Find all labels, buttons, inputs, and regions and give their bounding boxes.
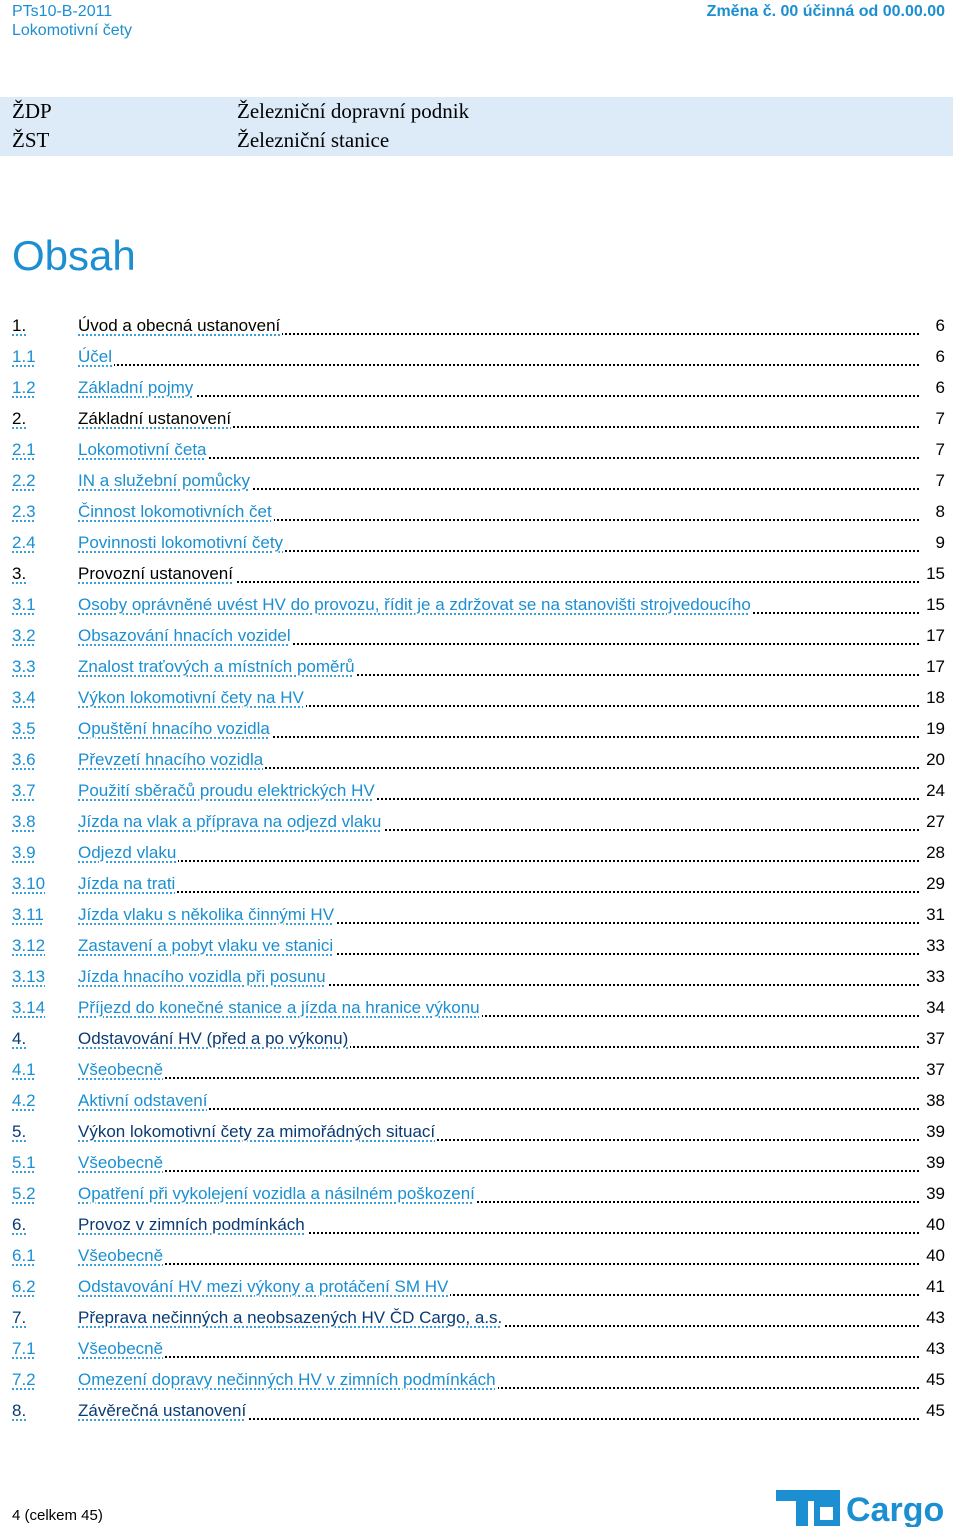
- toc-entry-label-text: Základní pojmy: [78, 378, 194, 397]
- toc-leader-dots: [78, 1058, 919, 1079]
- toc-entry-number: 3.8: [12, 812, 36, 831]
- toc-entry-page: 37: [923, 1058, 945, 1082]
- abbreviation: ŽDP: [12, 99, 52, 123]
- toc-leader-dots: [78, 376, 919, 397]
- toc-entry-number: 3.9: [12, 843, 36, 862]
- toc-entry-number: 6.1: [12, 1246, 36, 1265]
- toc-entry-label-text: Jízda hnacího vozidla při posunu: [78, 967, 326, 986]
- toc-entry-label-text: Všeobecně: [78, 1246, 164, 1265]
- toc-entry-label-text: Opatření při vykolejení vozidla a násilném poškození: [78, 1184, 475, 1203]
- toc-entry-label: [78, 1306, 504, 1330]
- toc-entry-label: [78, 1027, 350, 1051]
- toc-entry-label: [78, 1182, 477, 1206]
- abbreviation-table: [0, 97, 953, 156]
- toc-entry-page: 15: [923, 593, 945, 617]
- toc-entry-number: 3.7: [12, 781, 36, 800]
- toc-entry-label-text: Provozní ustanovení: [78, 564, 233, 583]
- toc-entry-page: 19: [923, 717, 945, 741]
- toc-entry-label: [78, 500, 274, 524]
- toc-entry-page: 29: [923, 872, 945, 896]
- toc-entry[interactable]: [12, 1337, 945, 1368]
- toc-title: Obsah: [12, 232, 136, 279]
- toc-entry[interactable]: [12, 1213, 945, 1244]
- toc-entry-label-text: Převzetí hnacího vozidla: [78, 750, 264, 769]
- abbreviation: ŽST: [12, 128, 50, 152]
- toc-entry-number: 7.1: [12, 1339, 36, 1358]
- toc-entry-label-text: Provoz v zimních podmínkách: [78, 1215, 305, 1234]
- toc-entry-page: 40: [923, 1244, 945, 1268]
- toc-entry-number: 6.2: [12, 1277, 36, 1296]
- toc-entry-label: [78, 841, 178, 865]
- toc-entry-label: [78, 872, 177, 896]
- toc-entry-page: 33: [923, 965, 945, 989]
- toc-entry[interactable]: [12, 1058, 945, 1089]
- toc-entry-page: 43: [923, 1306, 945, 1330]
- toc-entry-label-text: Omezení dopravy nečinných HV v zimních podmínkách: [78, 1370, 496, 1389]
- toc-entry-number: 4.: [12, 1029, 27, 1048]
- toc-entry[interactable]: [12, 376, 945, 407]
- toc-entry-page: 20: [923, 748, 945, 772]
- toc-entry-page: 39: [923, 1120, 945, 1144]
- toc-entry-label-text: Účel: [78, 347, 113, 366]
- toc-entry-page: 7: [933, 407, 945, 431]
- toc-entry-number: 6.: [12, 1215, 27, 1234]
- toc-leader-dots: [78, 1151, 919, 1172]
- cd-logo-icon: [776, 1490, 840, 1526]
- toc-entry-label: [78, 1058, 165, 1082]
- toc-entry[interactable]: [12, 438, 945, 469]
- toc-entry-number: 3.4: [12, 688, 36, 707]
- toc-entry-label: [78, 1275, 450, 1299]
- toc-entry[interactable]: [12, 1275, 945, 1306]
- toc-entry-page: 18: [923, 686, 945, 710]
- toc-entry-label-text: Použití sběračů proudu elektrických HV: [78, 781, 375, 800]
- toc-entry-page: 28: [923, 841, 945, 865]
- toc-entry-number: 3.14: [12, 998, 46, 1017]
- toc-entry[interactable]: [12, 779, 945, 810]
- toc-entry-label: [78, 996, 482, 1020]
- toc-entry-number: 5.: [12, 1122, 27, 1141]
- toc-entry-label: [78, 1244, 165, 1268]
- toc-entry-label: [78, 965, 328, 989]
- toc-entry-label: [78, 810, 383, 834]
- toc-entry-number: 1.1: [12, 347, 36, 366]
- toc-entry-label: [78, 1213, 307, 1237]
- toc-entry-number: 3.6: [12, 750, 36, 769]
- toc-entry[interactable]: [12, 748, 945, 779]
- toc-entry[interactable]: [12, 1120, 945, 1151]
- toc-entry-label: [78, 562, 235, 586]
- toc-leader-dots: [78, 345, 919, 366]
- toc-entry-page: 27: [923, 810, 945, 834]
- toc-entry-label: [78, 779, 377, 803]
- toc-entry-label-text: Osoby oprávněné uvést HV do provozu, řídit je a zdržovat se na stanovišti strojvedoucího: [78, 595, 751, 614]
- toc-entry[interactable]: [12, 996, 945, 1027]
- toc-entry[interactable]: [12, 562, 945, 593]
- toc-entry-number: 3.12: [12, 936, 46, 955]
- toc-entry-label-text: Aktivní odstavení: [78, 1091, 208, 1110]
- toc-entry[interactable]: [12, 1368, 945, 1399]
- toc-entry[interactable]: [12, 1399, 945, 1430]
- toc-entry-label: [78, 531, 285, 555]
- toc-entry-number: 7.2: [12, 1370, 36, 1389]
- toc-entry-label: [78, 624, 293, 648]
- toc-entry[interactable]: [12, 655, 945, 686]
- document-header: [12, 2, 132, 40]
- toc-entry-label-text: Úvod a obecná ustanovení: [78, 316, 281, 335]
- toc-entry-label-text: Lokomotivní četa: [78, 440, 207, 459]
- toc-entry-number: 3.3: [12, 657, 36, 676]
- toc-entry-label-text: Obsazování hnacích vozidel: [78, 626, 291, 645]
- toc-entry-label-text: Odstavování HV mezi výkony a protáčení SM HV: [78, 1277, 449, 1296]
- toc-entry-label: [78, 1089, 209, 1113]
- toc-entry-number: 3.10: [12, 874, 46, 893]
- toc-entry-label-text: Odstavování HV (před a po výkonu): [78, 1029, 349, 1048]
- toc-entry[interactable]: [12, 469, 945, 500]
- toc-entry-number: 3.5: [12, 719, 36, 738]
- change-note: Změna č. 00 účinná od 00.00.00: [706, 3, 945, 20]
- toc-entry-number: 3.1: [12, 595, 36, 614]
- toc-entry-page: 41: [923, 1275, 945, 1299]
- toc-entry[interactable]: [12, 624, 945, 655]
- toc-entry-label-text: Povinnosti lokomotivní čety: [78, 533, 284, 552]
- toc-entry-label: [78, 1337, 165, 1361]
- toc-entry-label-text: Příjezd do konečné stanice a jízda na hranice výkonu: [78, 998, 480, 1017]
- toc-entry-label-text: Všeobecně: [78, 1153, 164, 1172]
- toc-leader-dots: [78, 841, 919, 862]
- toc-entry-label-text: Opuštění hnacího vozidla: [78, 719, 270, 738]
- toc-entry-label: [78, 655, 357, 679]
- toc-entry-page: 38: [923, 1089, 945, 1113]
- toc-entry-number: 5.1: [12, 1153, 36, 1172]
- toc-entry-page: 37: [923, 1027, 945, 1051]
- cd-cargo-logo: [776, 1487, 946, 1527]
- toc-leader-dots: [78, 872, 919, 893]
- toc-entry-number: 8.: [12, 1401, 27, 1420]
- toc-entry-label-text: Jízda na vlak a příprava na odjezd vlaku: [78, 812, 382, 831]
- toc-entry-number: 4.2: [12, 1091, 36, 1110]
- toc-entry[interactable]: [12, 407, 945, 438]
- toc-entry-number: 3.: [12, 564, 27, 583]
- toc-entry-label: [78, 1399, 248, 1423]
- page-number: 4 (celkem 45): [12, 1507, 103, 1524]
- toc-entry[interactable]: [12, 593, 945, 624]
- toc-entry-page: 39: [923, 1182, 945, 1206]
- toc-entry-page: 9: [933, 531, 945, 555]
- toc-entry-page: 45: [923, 1399, 945, 1423]
- toc-entry[interactable]: [12, 314, 945, 345]
- toc-entry-label: [78, 345, 114, 369]
- toc-entry-page: 6: [933, 314, 945, 338]
- toc-entry-label: [78, 376, 195, 400]
- toc-entry-number: 2.3: [12, 502, 36, 521]
- toc-entry-page: 24: [923, 779, 945, 803]
- toc-entry-label-text: Zastavení a pobyt vlaku ve stanici: [78, 936, 334, 955]
- toc-entry-label-text: Základní ustanovení: [78, 409, 232, 428]
- toc-entry[interactable]: [12, 1027, 945, 1058]
- toc-entry-label-text: Výkon lokomotivní čety na HV: [78, 688, 304, 707]
- toc-entry-label: [78, 593, 753, 617]
- toc-entry-label-text: Jízda vlaku s několika činnými HV: [78, 905, 335, 924]
- toc-entry-label-text: Přeprava nečinných a neobsazených HV ČD Cargo, a.s.: [78, 1308, 503, 1327]
- toc-entry-label-text: Všeobecně: [78, 1339, 164, 1358]
- toc-entry-label: [78, 407, 233, 431]
- toc-entry-label: [78, 438, 209, 462]
- toc-entry-page: 43: [923, 1337, 945, 1361]
- toc-entry-label: [78, 903, 336, 927]
- toc-entry-page: 15: [923, 562, 945, 586]
- toc-entry-label-text: Odjezd vlaku: [78, 843, 177, 862]
- toc-entry[interactable]: [12, 1151, 945, 1182]
- toc-entry-page: 6: [933, 345, 945, 369]
- toc-entry-label-text: Jízda na trati: [78, 874, 176, 893]
- toc-entry[interactable]: [12, 872, 945, 903]
- toc-entry-page: 17: [923, 624, 945, 648]
- toc-entry-number: 2.2: [12, 471, 36, 490]
- toc-entry-label-text: Závěrečná ustanovení: [78, 1401, 247, 1420]
- toc-entry-label: [78, 1368, 498, 1392]
- toc-entry-page: 7: [933, 469, 945, 493]
- abbreviation-meaning: Železniční dopravní podnik: [237, 99, 470, 123]
- toc-entry-number: 4.1: [12, 1060, 36, 1079]
- toc-entry-label-text: Všeobecně: [78, 1060, 164, 1079]
- toc-entry-label-text: Znalost traťových a místních poměrů: [78, 657, 355, 676]
- toc-entry-label: [78, 469, 252, 493]
- toc-entry[interactable]: [12, 1306, 945, 1337]
- toc-entry-page: 45: [923, 1368, 945, 1392]
- toc-entry-page: 7: [933, 438, 945, 462]
- toc-entry[interactable]: [12, 934, 945, 965]
- toc-entry[interactable]: [12, 717, 945, 748]
- toc-entry-page: 40: [923, 1213, 945, 1237]
- toc-entry-label: [78, 934, 335, 958]
- toc-entry-number: 3.13: [12, 967, 46, 986]
- document-code: PTs10-B-2011: [12, 3, 113, 20]
- toc-entry-label: [78, 686, 306, 710]
- toc-entry[interactable]: [12, 841, 945, 872]
- logo-text: Cargo: [846, 1491, 945, 1527]
- abbreviation-meaning: Železniční stanice: [237, 128, 390, 152]
- toc-entry-label: [78, 717, 272, 741]
- toc-entry-page: 33: [923, 934, 945, 958]
- toc-entry-label-text: Činnost lokomotivních čet: [78, 502, 272, 521]
- toc-leader-dots: [78, 1337, 919, 1358]
- document-subtitle: Lokomotivní čety: [12, 22, 133, 39]
- toc-entry-label: [78, 1151, 165, 1175]
- toc-entry[interactable]: [12, 531, 945, 562]
- toc-entry-label: [78, 748, 265, 772]
- toc-entry-number: 2.4: [12, 533, 36, 552]
- toc-entry-number: 3.11: [12, 905, 44, 924]
- toc-entry[interactable]: [12, 686, 945, 717]
- toc-entry-number: 5.2: [12, 1184, 36, 1203]
- toc-entry-number: 7.: [12, 1308, 27, 1327]
- toc-entry-number: 3.2: [12, 626, 36, 645]
- toc-entry-number: 1.2: [12, 378, 36, 397]
- toc-entry[interactable]: [12, 903, 945, 934]
- toc-entry-page: 8: [933, 500, 945, 524]
- toc-entry[interactable]: [12, 965, 945, 996]
- toc-entry-page: 6: [933, 376, 945, 400]
- toc-entry-label-text: Výkon lokomotivní čety za mimořádných situací: [78, 1122, 436, 1141]
- toc-entry[interactable]: [12, 1244, 945, 1275]
- toc-entry-number: 1.: [12, 316, 27, 335]
- toc-leader-dots: [78, 1244, 919, 1265]
- toc-entry-page: 31: [923, 903, 945, 927]
- toc-entry[interactable]: [12, 1089, 945, 1120]
- toc-entry-number: 2.1: [12, 440, 36, 459]
- toc-entry[interactable]: [12, 345, 945, 376]
- toc-entry-label: [78, 1120, 437, 1144]
- toc-entry-page: 34: [923, 996, 945, 1020]
- toc-entry[interactable]: [12, 810, 945, 841]
- toc-entry[interactable]: [12, 1182, 945, 1213]
- toc-entry[interactable]: [12, 500, 945, 531]
- toc-entry-page: 39: [923, 1151, 945, 1175]
- toc-entry-number: 2.: [12, 409, 27, 428]
- toc-entry-label-text: IN a služební pomůcky: [78, 471, 250, 490]
- toc-entry-label: [78, 314, 282, 338]
- toc-entry-page: 17: [923, 655, 945, 679]
